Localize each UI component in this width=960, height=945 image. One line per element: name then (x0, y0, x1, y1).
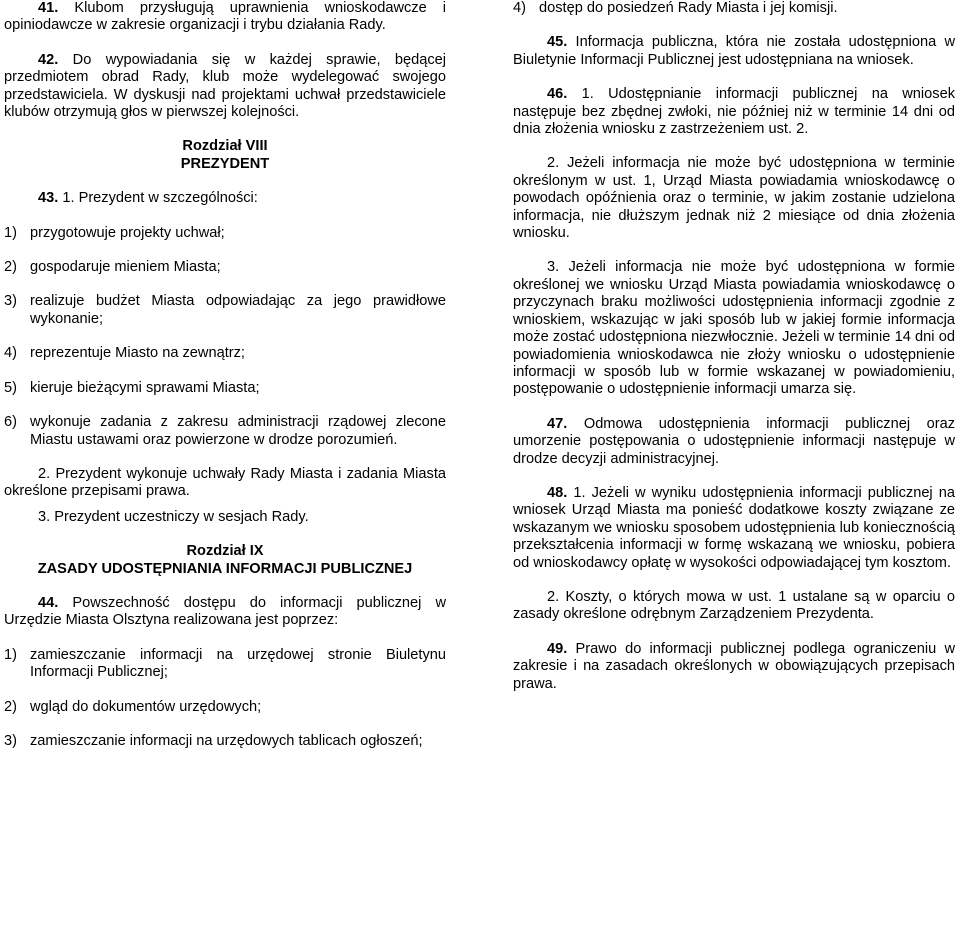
list-item: 5) kieruje bieżącymi sprawami Miasta; (4, 379, 260, 396)
paragraph-text: Powszechność dostępu do informacji publicznej w Urzędzie Miasta Olsztyna realizowana jest poprzez: (4, 594, 446, 629)
paragraph-48 (513, 485, 955, 572)
paragraph-number: 45. (547, 34, 568, 51)
list-item: 6) wykonuje zadania z zakresu administracji rządowej zlecone Miastu ustawami oraz powierzone w drodze porozumień. (4, 414, 446, 448)
paragraph-41 (4, 0, 446, 35)
list-item: 3) zamieszczanie informacji na urzędowych tablicach ogłoszeń; (4, 732, 423, 749)
paragraph-text: Informacja publiczna, która nie została udostępniona w Biuletynie Informacji Publicznej jest udostępniana na wniosek. (513, 34, 955, 68)
chapter-subtitle: ZASADY UDOSTĘPNIANIA INFORMACJI PUBLICZNEJ (37, 560, 413, 577)
paragraph-43-2: 2. Prezydent wykonuje uchwały Rady Miasta i zadania Miasta określone przepisami prawa. (4, 465, 446, 500)
paragraph-43-3: 3. Prezydent uczestniczy w sesjach Rady. (38, 508, 309, 525)
paragraph-number: 49. (547, 640, 568, 657)
paragraph-number: 47. (547, 415, 568, 432)
list-item: 4) reprezentuje Miasto na zewnątrz; (4, 345, 245, 362)
left-column (4, 0, 446, 750)
paragraph-number: 42. (38, 51, 59, 68)
list-item: 4) dostęp do posiedzeń Rady Miasta i jej komisji. (513, 0, 838, 16)
paragraph-49 (513, 641, 955, 693)
chapter-title: Rozdział IX (186, 543, 264, 560)
paragraph-text: 1. Udostępnianie informacji publicznej na wniosek następuje bez zbędnej zwłoki, nie później niż w terminie 14 dni od dnia złożenia wniosku z zastrzeżeniem ust. 2. (513, 86, 955, 138)
paragraph-47 (513, 416, 955, 468)
paragraph-number: 46. (547, 86, 568, 103)
paragraph-text: Prawo do informacji publicznej podlega ograniczeniu w zakresie i na zasadach określonych w obowiązujących przepisach prawa. (513, 640, 955, 692)
paragraph-text: 1. Jeżeli w wyniku udostępnienia informacji publicznej na wniosek Urząd Miasta ma ponieść dodatkowe koszty związane ze wskazanym we wniosku sposobem udostępnienia lub koniecznością przekształcenia informacji w formę wskazaną we wniosku, pobiera od wnioskodawcy opłatę w wysokości odpowiadającej tym kosztom. (513, 484, 955, 571)
chapter-subtitle: PREZYDENT (180, 155, 270, 172)
paragraph-44 (4, 595, 446, 630)
paragraph-number: 48. (547, 484, 568, 501)
list-item: 1) przygotowuje projekty uchwał; (4, 224, 225, 241)
list-item: 1) zamieszczanie informacji na urzędowej stronie Biuletynu Informacji Publicznej; (4, 646, 446, 681)
right-column (513, 0, 955, 693)
paragraph-text: 1. Prezydent w szczególności: (62, 190, 258, 207)
list-item: 2) gospodaruje mieniem Miasta; (4, 259, 221, 276)
paragraph-46 (513, 86, 955, 138)
paragraph-43 (4, 190, 446, 207)
chapter-title: Rozdział VIII (182, 138, 268, 155)
paragraph-text: Do wypowiadania się w każdej sprawie, będącej przedmiotem obrad Rady, klub może wydelegować swojego przedstawiciela. W dyskusji nad projektami uchwał przedstawiciele klubów otrzymują głos w pierwszej kolejności. (4, 51, 447, 121)
list-item: 2) wgląd do dokumentów urzędowych; (4, 698, 262, 715)
paragraph-number: 41. (38, 0, 59, 16)
paragraph-number: 44. (38, 594, 59, 611)
paragraph-number: 43. (38, 190, 59, 207)
paragraph-text: Odmowa udostępnienia informacji publicznej oraz umorzenie postępowania o udostępnienie informacji następuje w drodze decyzji administracyjnej. (513, 415, 956, 467)
paragraph-46-3: 3. Jeżeli informacja nie może być udostępniona w formie określonej we wniosku Urząd Miasta powiadamia wnioskodawcę o przyczynach braku możliwości udostępnienia informacji zgodnie z wnioskiem, wskazując w jaki sposób lub w jakiej formie informacja może zostać udostępniona niezwłocznie. Jeżeli w terminie 14 dni od powiadomienia wnioskodawca nie złoży wniosku o udostępnienie informacji w sposób lub w formie wskazanej w powiadomieniu, postępowanie o udostępnienie informacji umarza się. (513, 259, 955, 398)
paragraph-text: Klubom przysługują uprawnienia wnioskodawcze i opiniodawcze w zakresie organizacji i trybu działania Rady. (4, 0, 446, 34)
paragraph-46-2: 2. Jeżeli informacja nie może być udostępniona w terminie określonym w ust. 1, Urząd Miasta powiadamia wnioskodawcę o powodach opóźnienia oraz o terminie, w jakim zostanie udzielona informacja, nie dłuższym jednak niż 2 miesiące od dnia złożenia wniosku. (513, 155, 955, 242)
paragraph-45 (513, 34, 955, 69)
list-item: 3) realizuje budżet Miasta odpowiadając za jego prawidłowe wykonanie; (4, 293, 446, 327)
paragraph-48-2: 2. Koszty, o których mowa w ust. 1 ustalane są w oparciu o zasady określone odrębnym Zarządzeniem Prezydenta. (513, 588, 955, 623)
paragraph-42 (4, 52, 446, 122)
